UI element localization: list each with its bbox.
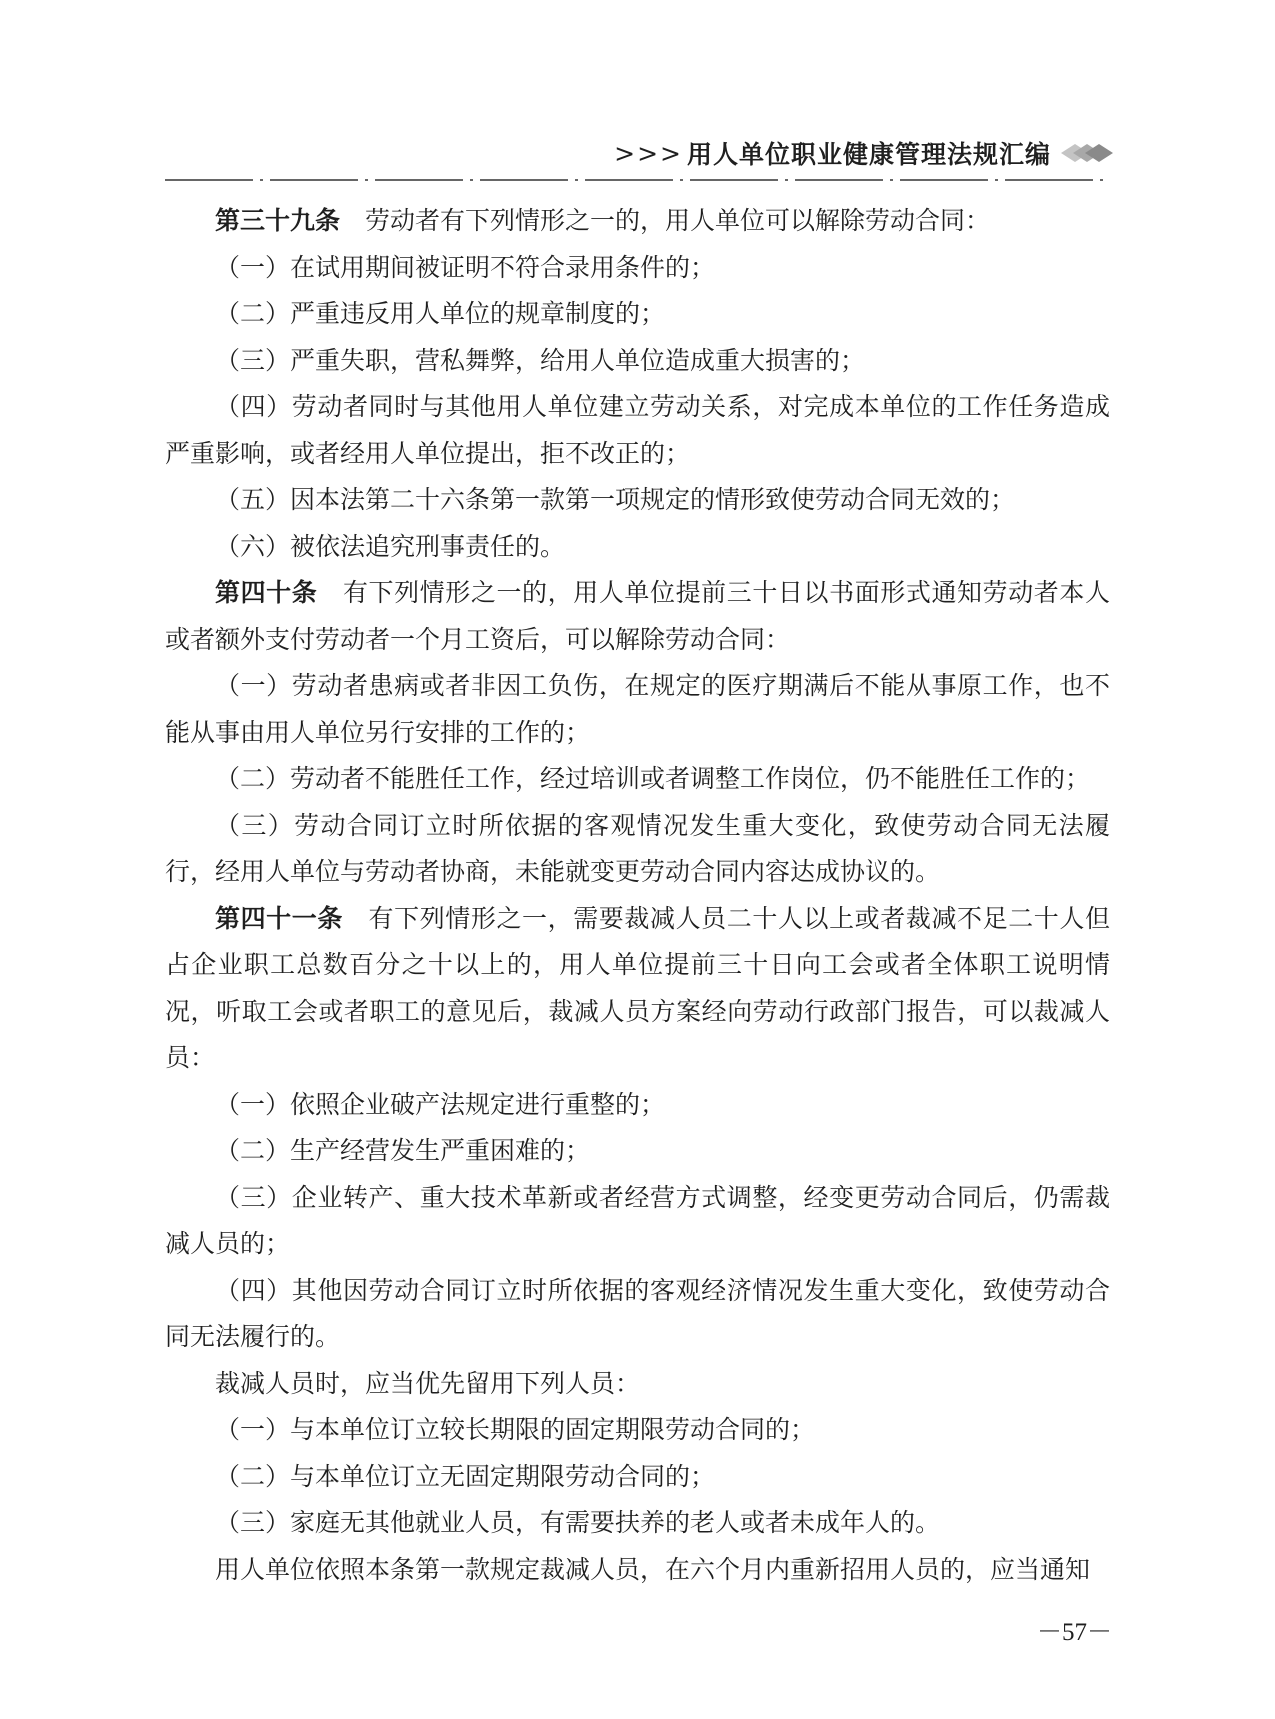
paragraph-text: （二）与本单位订立无固定期限劳动合同的； bbox=[215, 1461, 716, 1491]
paragraph-text: （二）严重违反用人单位的规章制度的； bbox=[215, 299, 666, 328]
clause-paragraph bbox=[165, 338, 1110, 385]
clause-paragraph bbox=[165, 803, 1110, 896]
article-paragraph bbox=[165, 896, 1110, 1082]
clause-paragraph bbox=[165, 291, 1110, 338]
paragraph-text: （五）因本法第二十六条第一款第一项规定的情形致使劳动合同无效的； bbox=[215, 485, 1016, 514]
paragraph-text: （四）劳动者同时与其他用人单位建立劳动关系，对完成本单位的工作任务造成严重影响，或者经用人单位提出，拒不改正的； bbox=[165, 392, 1110, 468]
clause-paragraph bbox=[165, 1454, 1110, 1501]
clause-paragraph bbox=[165, 1175, 1110, 1268]
paragraph-text: （三）劳动合同订立时所依据的客观情况发生重大变化，致使劳动合同无法履行，经用人单位与劳动者协商，未能就变更劳动合同内容达成协议的。 bbox=[165, 810, 1110, 886]
clause-paragraph bbox=[165, 1082, 1110, 1129]
clause-paragraph bbox=[165, 1361, 1110, 1408]
paragraph-text: （一）与本单位订立较长期限的固定期限劳动合同的； bbox=[215, 1415, 816, 1444]
paragraph-text: （三）企业转产、重大技术革新或者经营方式调整，经变更劳动合同后，仍需裁减人员的； bbox=[165, 1182, 1110, 1258]
diamond-ornament-icon bbox=[1059, 141, 1115, 165]
paragraph-text: 用人单位依照本条第一款规定裁减人员，在六个月内重新招用人员的，应当通知 bbox=[215, 1554, 1091, 1584]
clause-paragraph bbox=[165, 477, 1110, 524]
header-chevrons: >>> bbox=[614, 138, 683, 168]
clause-paragraph bbox=[165, 245, 1110, 292]
paragraph-text: （三）严重失职，营私舞弊，给用人单位造成重大损害的； bbox=[215, 345, 866, 375]
paragraph-text: 劳动者有下列情形之一的，用人单位可以解除劳动合同： bbox=[365, 206, 991, 235]
body-text bbox=[165, 198, 1110, 1593]
paragraph-text: （二）劳动者不能胜任工作，经过培训或者调整工作岗位，仍不能胜任工作的； bbox=[215, 764, 1091, 793]
paragraph-text: 有下列情形之一的，用人单位提前三十日以书面形式通知劳动者本人或者额外支付劳动者一个月工资后，可以解除劳动合同： bbox=[165, 578, 1110, 654]
article-number: 第三十九条 bbox=[215, 206, 341, 235]
clause-paragraph bbox=[165, 1407, 1110, 1454]
clause-paragraph bbox=[165, 524, 1110, 571]
clause-paragraph bbox=[165, 1268, 1110, 1361]
clause-paragraph bbox=[165, 663, 1110, 756]
paragraph-text: （四）其他因劳动合同订立时所依据的客观经济情况发生重大变化，致使劳动合同无法履行的。 bbox=[165, 1275, 1110, 1351]
clause-paragraph bbox=[165, 1500, 1110, 1547]
clause-paragraph bbox=[165, 384, 1110, 477]
header-rule bbox=[165, 176, 1110, 184]
clause-paragraph bbox=[165, 756, 1110, 803]
article-number: 第四十一条 bbox=[215, 903, 343, 933]
article-number: 第四十条 bbox=[215, 578, 318, 607]
clause-paragraph bbox=[165, 1128, 1110, 1175]
paragraph-text: （二）生产经营发生严重困难的； bbox=[215, 1136, 591, 1165]
paragraph-text: 有下列情形之一，需要裁减人员二十人以上或者裁减不足二十人但占企业职工总数百分之十以上的，用人单位提前三十日向工会或者全体职工说明情况，听取工会或者职工的意见后，裁减人员方案经向劳动行政部门报告，可以裁减人员： bbox=[165, 903, 1110, 1072]
article-paragraph bbox=[165, 198, 1110, 245]
paragraph-text: （一）在试用期间被证明不符合录用条件的； bbox=[215, 252, 716, 282]
clause-paragraph bbox=[165, 1547, 1110, 1594]
header-title: 用人单位职业健康管理法规汇编 bbox=[686, 140, 1051, 169]
paragraph-text: （三）家庭无其他就业人员，有需要扶养的老人或者未成年人的。 bbox=[215, 1508, 941, 1537]
page-number: －57－ bbox=[1036, 1619, 1112, 1646]
paragraph-text: （一）劳动者患病或者非因工负伤，在规定的医疗期满后不能从事原工作，也不能从事由用人单位另行安排的工作的； bbox=[165, 671, 1110, 747]
paragraph-text: （一）依照企业破产法规定进行重整的； bbox=[215, 1089, 666, 1119]
article-paragraph bbox=[165, 570, 1110, 663]
paragraph-text: 裁减人员时，应当优先留用下列人员： bbox=[215, 1368, 641, 1398]
running-header bbox=[614, 135, 1115, 171]
paragraph-text: （六）被依法追究刑事责任的。 bbox=[215, 531, 566, 561]
